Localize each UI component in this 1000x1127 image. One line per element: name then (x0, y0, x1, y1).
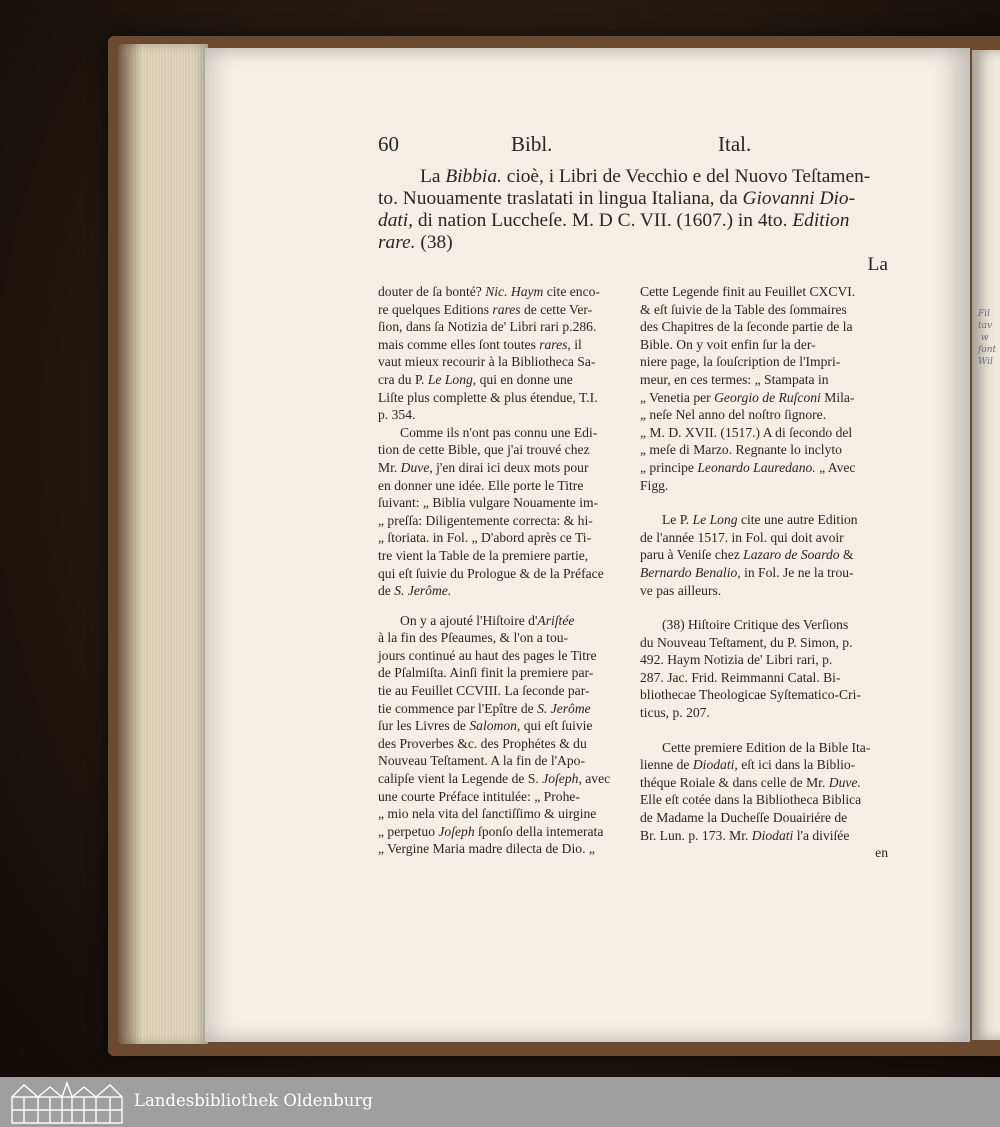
footnote-line: 492. Haym Notizia de' Libri rari, p. (640, 652, 833, 668)
text-line: „ principe Leonardo Lauredano. „ Avec (640, 459, 856, 475)
text-line: Nouveau Teſtament. A la fin de l'Apo- (378, 753, 585, 769)
text-line: Cette Legende finit au Feuillet CXCVI. (640, 284, 856, 299)
running-head-right: Ital. (718, 132, 752, 156)
library-building-icon (10, 1079, 124, 1125)
footnote-line: du Nouveau Teſtament, du P. Simon, p. (640, 634, 853, 650)
right-column (640, 283, 888, 862)
text-line: une courte Préface intitulée: „ Prohe- (378, 788, 580, 804)
text-line: „ Vergine Maria madre dilecta de Dio. „ (378, 841, 595, 857)
catchword: en (875, 845, 888, 861)
text-line: „ Venetia per Georgio de Ruſconi Mila- (640, 389, 855, 405)
title-line: rare. (38) (378, 232, 453, 253)
text-line: théque Roiale & dans celle de Mr. Duve. (640, 774, 861, 790)
text-line: vaut mieux recourir à la Bibliotheca Sa- (378, 354, 596, 370)
marginal-annotation: Fil tav w font Wil (978, 309, 997, 367)
left-column (378, 283, 626, 858)
text-line: en donner une idée. Elle porte le Titre (378, 477, 584, 493)
text-line: tie commence par l'Epître de S. Jerôme (378, 700, 591, 716)
text-line: „ preſſa: Diligentemente correcta: & hi- (378, 512, 593, 528)
text-line: des Proverbes &c. des Prophétes & du (378, 735, 587, 751)
text-line: Bible. On y voit enfin ſur la der- (640, 336, 816, 352)
text-line: tion de cette Bible, que j'ai trouvé chez (378, 442, 590, 458)
page-number: 60 (378, 132, 399, 156)
library-footer-bar (0, 1077, 1000, 1127)
text-line: qui eſt ſuivie du Prologue & de la Préface (378, 565, 604, 581)
text-line: „ meſe di Marzo. Regnante lo inclyto (640, 442, 842, 458)
text-line: des Chapitres de la ſeconde partie de la (640, 319, 853, 335)
text-line: ſion, dans ſa Notizia de' Libri rari p.286. (378, 319, 597, 335)
text-line: „ M. D. XVII. (1517.) A di ſecondo del (640, 424, 853, 440)
text-line: Le P. Le Long cite une autre Edition (662, 512, 858, 528)
text-line: Br. Lun. p. 173. Mr. Diodati l'a diviſée (640, 827, 850, 843)
text-line: douter de ſa bonté? Nic. Haym cite enco- (378, 284, 600, 299)
text-line: „ perpetuo Joſeph ſponſo della intemerata (378, 823, 604, 839)
running-head-center: Bibl. (511, 132, 553, 156)
text-line: de Madame la Ducheſſe Douairiére de (640, 810, 848, 826)
text-line: Cette premiere Edition de la Bible Ita- (662, 739, 871, 755)
text-line: lienne de Diodati, eſt ici dans la Biblio- (640, 757, 856, 773)
footnote-line: 287. Jac. Frid. Reimmanni Catal. Bi- (640, 669, 841, 685)
title-line: dati, di nation Luccheſe. M. D C. VII. (1607.) in 4to. Edition (378, 210, 850, 231)
text-line: p. 354. (378, 407, 416, 423)
text-line: Figg. (640, 477, 669, 493)
text-line: niere page, la ſouſcription de l'Impri- (640, 354, 841, 370)
text-line: tie au Feuillet CCVIII. La ſeconde par- (378, 683, 590, 699)
library-name: Landesbibliothek Oldenburg (134, 1091, 373, 1110)
text-line: Bernardo Benalio, in Fol. Je ne la trou- (640, 564, 854, 580)
text-line: de l'année 1517. in Fol. qui doit avoir (640, 529, 844, 545)
text-line: ſur les Livres de Salomon, qui eſt ſuivie (378, 718, 593, 734)
text-line: tre vient la Table de la premiere partie, (378, 547, 589, 563)
text-line: ve pas ailleurs. (640, 582, 722, 598)
text-line: paru à Veniſe chez Lazaro de Soardo & (640, 547, 854, 563)
text-line: ſuivant: „ Biblia vulgare Nouamente im- (378, 495, 599, 511)
text-line: re quelques Editions rares de cette Ver- (378, 301, 593, 317)
text-line: „ neſe Nel anno del noſtro ſignore. (640, 407, 827, 423)
text-line: calipſe vient la Legende de S. Joſeph, avec (378, 771, 611, 787)
title-block (378, 166, 888, 276)
facing-page-edge (972, 50, 1000, 1040)
footnote-line: (38) Hiſtoire Critique des Verſions (662, 617, 849, 633)
footnote-line: ticus, p. 207. (640, 705, 710, 721)
text-line: Comme ils n'ont pas connu une Edi- (400, 424, 598, 440)
page-edges-shadow (118, 44, 142, 1044)
text-line: On y a ajouté l'Hiſtoire d'Ariſtée (400, 612, 575, 628)
text-line: mais comme elles ſont toutes rares, il (378, 336, 582, 352)
text-line: & eſt ſuivie de la Table des ſommaires (640, 301, 847, 317)
text-line: Mr. Duve, j'en dirai ici deux mots pour (378, 459, 589, 475)
text-line: „ ſtoriata. in Fol. „ D'abord après ce Ti- (378, 530, 592, 546)
text-line: meur, en ces termes: „ Stampata in (640, 371, 829, 387)
text-line: Elle eſt cotée dans la Bibliotheca Biblica (640, 792, 862, 808)
title-line: to. Nuouamente traslatati in lingua Italiana, da Giovanni Dio- (378, 188, 856, 209)
text-line: „ mio nela vita del ſanctiſſimo & uirgine (378, 806, 597, 822)
title-line: La Bibbia. cioè, i Libri de Vecchio e del Nuovo Teſtamen- (420, 166, 871, 187)
text-line: de S. Jerôme. (378, 583, 452, 599)
text-line: de Pſalmiſta. Ainſi finit la premiere par- (378, 665, 594, 681)
text-line: Liſte plus complette & plus étendue, T.I. (378, 389, 598, 405)
footnote-line: bliothecae Theologicae Syſtematico-Cri- (640, 687, 861, 703)
catchword: La (867, 254, 888, 275)
text-line: à la fin des Pſeaumes, & l'on a tou- (378, 630, 569, 646)
text-line: jours continué au haut des pages le Titre (378, 647, 597, 663)
text-line: cra du P. Le Long, qui en donne une (378, 371, 573, 387)
